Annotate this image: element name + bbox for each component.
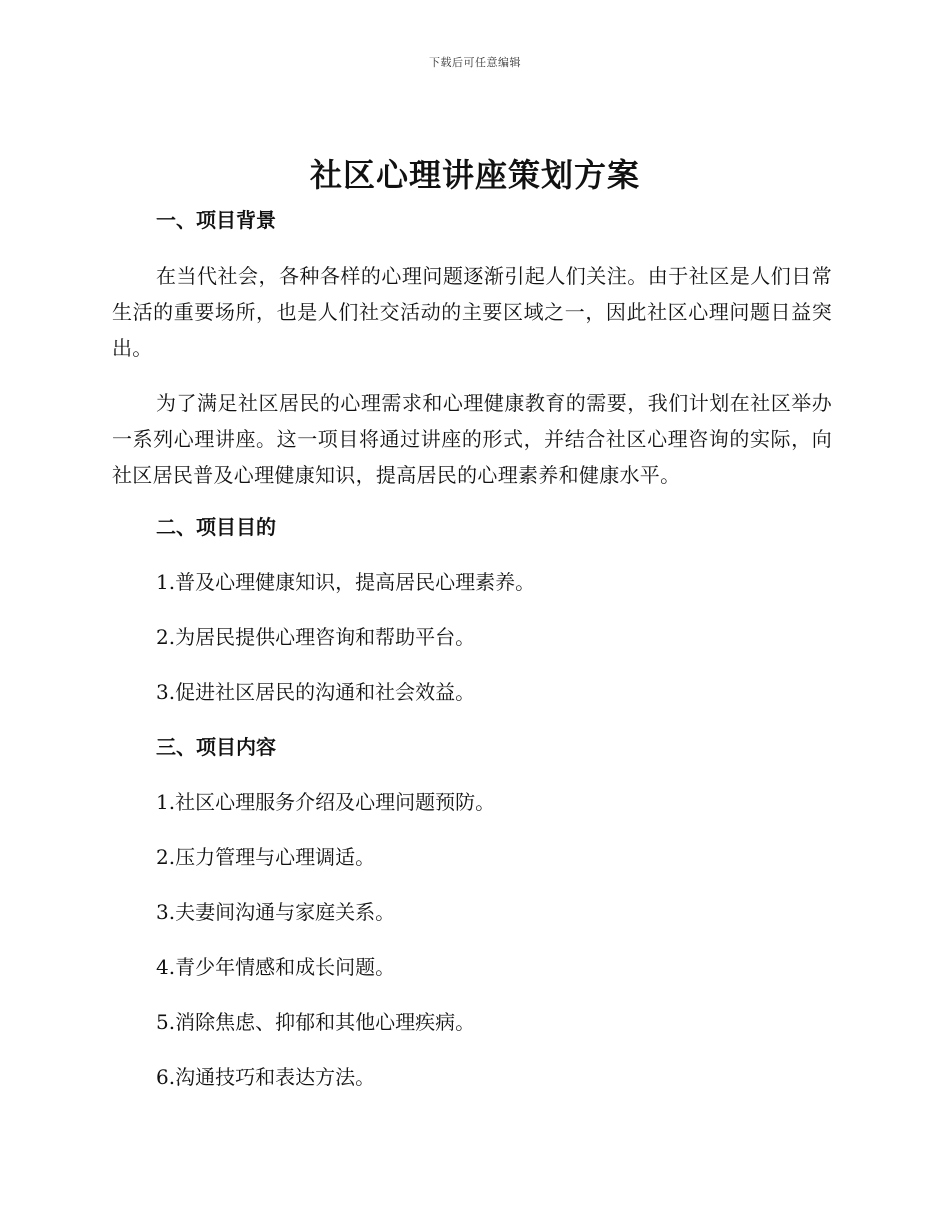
document-title: 社区心理讲座策划方案 — [309, 156, 640, 194]
list-item: 4.青少年情感和成长问题。 — [156, 955, 396, 979]
document-body — [112, 204, 832, 1093]
list-item: 2.为居民提供心理咨询和帮助平台。 — [156, 625, 476, 649]
list-item: 6.沟通技巧和表达方法。 — [156, 1065, 376, 1089]
section-heading-purpose: 二、项目目的 — [156, 515, 276, 539]
list-item: 2.压力管理与心理调适。 — [156, 845, 376, 869]
list-item: 3.夫妻间沟通与家庭关系。 — [156, 900, 396, 924]
list-item: 3.促进社区居民的沟通和社会效益。 — [156, 680, 476, 704]
paragraph: 为了满足社区居民的心理需求和心理健康教育的需要，我们计划在社区举办一系列心理讲座。这一项目将通过讲座的形式，并结合社区心理咨询的实际，向社区居民普及心理健康知识，提高居民的心理素养和健康水平。 — [112, 391, 832, 487]
list-item: 1.普及心理健康知识，提高居民心理素养。 — [156, 570, 536, 594]
header-note: 下载后可任意编辑 — [429, 56, 521, 69]
list-item: 1.社区心理服务介绍及心理问题预防。 — [156, 790, 496, 814]
paragraph: 在当代社会，各种各样的心理问题逐渐引起人们关注。由于社区是人们日常生活的重要场所，也是人们社交活动的主要区域之一，因此社区心理问题日益突出。 — [112, 264, 832, 360]
section-heading-background: 一、项目背景 — [156, 208, 276, 232]
section-heading-content: 三、项目内容 — [156, 735, 276, 759]
list-item: 5.消除焦虑、抑郁和其他心理疾病。 — [156, 1010, 476, 1034]
